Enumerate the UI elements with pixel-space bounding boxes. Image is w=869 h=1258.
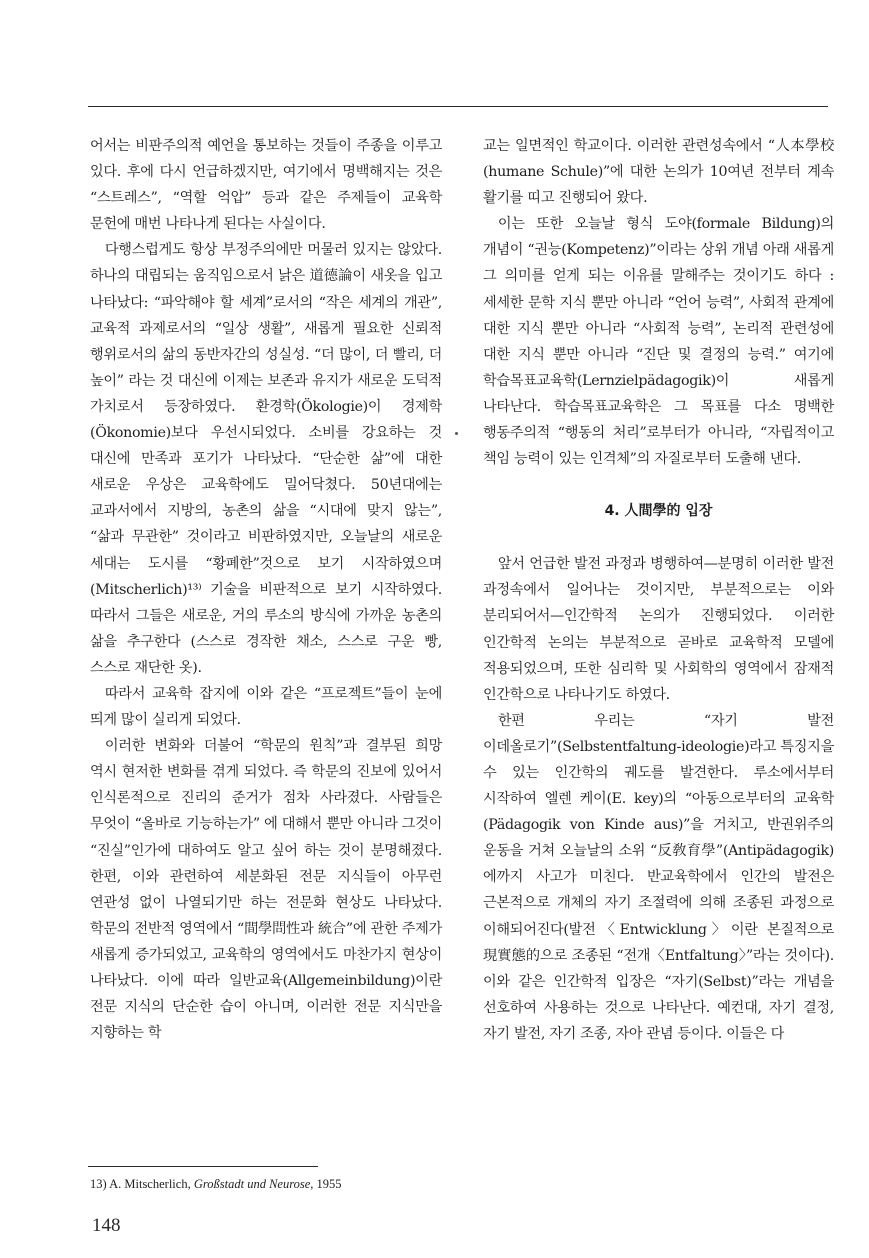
footnote-rule	[88, 1166, 318, 1167]
body-paragraph: 따라서 교육학 잡지에 이와 같은 “프로젝트”들이 눈에 띄게 많이 실리게 되었다.	[90, 685, 442, 729]
header-rule	[88, 106, 828, 107]
margin-dot	[455, 432, 458, 435]
body-paragraph: 이러한 변화와 더불어 “학문의 원칙”과 결부된 희망 역시 현저한 변화를 겪게 되었다. 즉 학문의 진보에 있어서 인식론적으로 진리의 준거가 점차 사라졌다. 사람들은 무엇이 “올바로 기능하는가” 에 대해서 뿐만 아니라 그것이 “진실”인가에 대하여도 알고 싶어 하는 것이 분명해졌다. 한편, 이와 관련하여 세분화된 전문 지식들이 아무런 연관성 없이 나열되기만 하는 전문화 현상도 나타났다. 학문의 전반적 영역에서 “間學問性과 統合”에 관한 주제가 새롭게 증가되었고, 교육학의 영역에서도 마찬가지 현상이 나타났다. 이에 따라 일반교육(Allgemeinbildung)이란 전문 지식의 단순한 습이 아니며, 이러한 전문 지식만을 지향하는 학	[90, 738, 442, 1042]
body-paragraph: 앞서 언급한 발전 과정과 병행하여—분명히 이러한 발전 과정속에서 일어나는 것이지만, 부분적으로는 이와 분리되어서—인간학적 논의가 진행되었다. 이러한 인간학적 논의는 부분적으로 곧바로 교육학적 모델에 적용되었으며, 또한 심리학 및 사회학의 영역에서 잠재적 인간학으로 나타나기도 하였다.	[483, 556, 834, 703]
footnote	[90, 1175, 590, 1193]
left-column	[90, 133, 442, 1046]
footnote-year: 1955	[316, 1177, 342, 1191]
right-column	[483, 133, 834, 1047]
body-paragraph: 교는 일면적인 학교이다. 이러한 관련성속에서 “人本學校(humane Schule)”에 대한 논의가 10여년 전부터 계속 활기를 띠고 진행되어 왔다.	[483, 138, 834, 207]
page-number: 148	[92, 1215, 121, 1236]
body-paragraph: 한편 우리는 “자기 발전 이데올로기”(Selbstentfaltung-ideologie)라고 특징지을 수 있는 인간학의 궤도를 발견한다. 루소에서부터 시작하여 엘렌 케이(E. key)의 “아동으로부터의 교육학(Pädagogik von Kinde aus)”을 거치고, 반권위주의 운동을 거쳐 오늘날의 소위 “反敎育學”(Antipädagogik) 에까지 사고가 미친다. 반교육학에서 인간의 발전은 근본적으로 개체의 자기 조절력에 의해 조종된 과정으로 이해되어진다(발전〈Entwicklung〉이란 본질적으로 現實態的으로 조종된 “전개〈Entfaltung〉”라는 것이다). 이와 같은 인간학적 입장은 “자기(Selbst)”라는 개념을 선호하여 사용하는 것으로 나타난다. 예컨대, 자기 결정, 자기 발전, 자기 조종, 자아 관념 등이다. 이들은 다	[483, 712, 834, 1042]
body-paragraph: 다행스럽게도 항상 부정주의에만 머물러 있지는 않았다. 하나의 대립되는 움직임으로서 낡은 道德論이 새옷을 입고 나타났다: “파악해야 할 세계”로서의 “작은 세계의 개관”, 교육적 과제로서의 “일상 생활”, 새롭게 필요한 신뢰적 행위로서의 삶의 동반자간의 성실성. “더 많이, 더 빨리, 더 높이” 라는 것 대신에 이제는 보존과 유지가 새로운 도덕적 가치로서 등장하였다. 환경학(Ökologie)이 경제학(Ökonomie)보다 우선시되었다. 소비를 강요하는 것 대신에 만족과 포기가 나타났다. “단순한 삶”에 대한 새로운 우상은 교육학에도 밀어닥쳤다. 50년대에는 교과서에서 지방의, 농촌의 삶을 “시대에 맞지 않는”, “삶과 무관한” 것이라고 비판하였지만, 오늘날의 새로운 세대는 도시를 “황폐한”것으로 보기 시작하였으며(Mitscherlich)¹³⁾ 기술을 비판적으로 보기 시작하였다. 따라서 그들은 새로운, 거의 루소의 방식에 가까운 농촌의 삶을 추구한다 (스스로 경작한 채소, 스스로 구운 빵, 스스로 재단한 옷).	[90, 242, 442, 676]
footnote-marker: 13)	[90, 1177, 107, 1191]
body-paragraph: 어서는 비판주의적 예언을 통보하는 것들이 주종을 이루고 있다. 후에 다시 언급하겠지만, 여기에서 명백해지는 것은 “스트레스”, “역할 억압” 등과 같은 주제들이 교육학 문헌에 매번 나타나게 된다는 사실이다.	[90, 138, 442, 233]
body-paragraph: 이는 또한 오늘날 형식 도야(formale Bildung)의 개념이 “권능(Kompetenz)”이라는 상위 개념 아래 새롭게 그 의미를 얻게 되는 이유를 말해주는 것이기도 하다 : 세세한 문학 지식 뿐만 아니라 “언어 능력”, 사회적 관계에 대한 지식 뿐만 아니라 “사회적 능력”, 논리적 관련성에 대한 지식 뿐만 아니라 “진단 및 결정의 능력.” 여기에 학습목표교육학(Lernzielpädagogik)이 새롭게 나타난다. 학습목표교육학은 그 목표를 다소 명백한 행동주의적 “행동의 처리”로부터가 아니라, “자립적이고 책임 능력이 있는 인격체”의 자질로부터 도출해 낸다.	[483, 216, 835, 468]
footnote-author: A. Mitscherlich,	[109, 1177, 191, 1191]
footnote-title: Großstadt und Neurose,	[193, 1177, 314, 1191]
section-heading: 4. 人間學的 입장	[604, 503, 713, 520]
